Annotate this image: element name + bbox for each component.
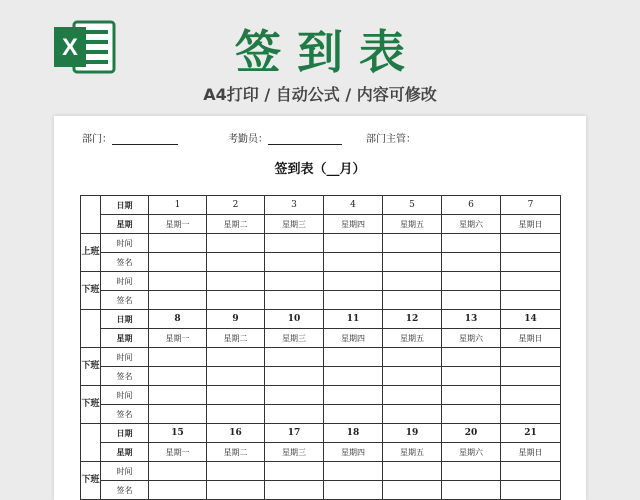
sign-row: [81, 481, 561, 500]
sign-input-cell[interactable]: [383, 481, 442, 500]
attendant-label: 考勤员：: [228, 134, 268, 145]
time-input-cell[interactable]: [207, 386, 265, 405]
sign-input-cell[interactable]: [501, 253, 561, 272]
section-label: 下班: [81, 386, 101, 424]
dept-field: [82, 130, 178, 145]
weekday-cell: 星期四: [324, 443, 383, 462]
time-input-cell[interactable]: [149, 348, 207, 367]
attendant-blank: [268, 133, 342, 145]
section-label: 下班: [81, 272, 101, 310]
section-label: 下班: [81, 348, 101, 386]
time-input-cell[interactable]: [149, 386, 207, 405]
weekday-cell: 星期五: [383, 443, 442, 462]
time-label: 时间: [101, 386, 149, 405]
sign-input-cell[interactable]: [265, 405, 324, 424]
weekday-cell: 星期日: [501, 329, 561, 348]
time-row: [81, 234, 561, 253]
sign-input-cell[interactable]: [442, 481, 501, 500]
time-input-cell[interactable]: [501, 386, 561, 405]
date-row: [81, 310, 561, 329]
weekday-label: 星期: [101, 443, 149, 462]
weekday-cell: 星期一: [149, 443, 207, 462]
time-input-cell[interactable]: [324, 234, 383, 253]
weekday-cell: 星期五: [383, 329, 442, 348]
time-row: [81, 386, 561, 405]
attendant-field: [228, 130, 342, 145]
section-blank: [81, 424, 101, 462]
date-row: [81, 196, 561, 215]
page-title: 签到表: [235, 25, 421, 79]
day-number: 6: [442, 196, 501, 215]
sign-input-cell[interactable]: [207, 405, 265, 424]
weekday-cell: 星期三: [265, 443, 324, 462]
weekday-cell: 星期二: [207, 215, 265, 234]
date-row: [81, 424, 561, 443]
weekday-label: 星期: [101, 329, 149, 348]
day-number: 17: [265, 424, 324, 443]
sign-input-cell[interactable]: [383, 405, 442, 424]
sign-input-cell[interactable]: [324, 291, 383, 310]
section-blank: [81, 196, 101, 234]
weekday-row: [81, 215, 561, 234]
sign-input-cell[interactable]: [324, 481, 383, 500]
sign-in-table: [80, 195, 561, 500]
sign-row: [81, 253, 561, 272]
time-input-cell[interactable]: [207, 272, 265, 291]
time-label: 时间: [101, 234, 149, 253]
time-input-cell[interactable]: [149, 234, 207, 253]
day-number: 18: [324, 424, 383, 443]
sign-row: [81, 405, 561, 424]
day-number: 8: [149, 310, 207, 329]
time-input-cell[interactable]: [149, 272, 207, 291]
time-input-cell[interactable]: [265, 386, 324, 405]
day-number: 15: [149, 424, 207, 443]
day-number: 7: [501, 196, 561, 215]
date-label: 日期: [101, 424, 149, 443]
date-label: 日期: [101, 310, 149, 329]
section-blank: [81, 310, 101, 348]
day-number: 10: [265, 310, 324, 329]
sheet-preview: [54, 116, 586, 500]
weekday-cell: 星期五: [383, 215, 442, 234]
sheet-title: 签到表（__月）: [274, 162, 366, 177]
sign-label: 签名: [101, 481, 149, 500]
page-subtitle: A4打印 / 自动公式 / 内容可修改: [203, 85, 437, 104]
day-number: 11: [324, 310, 383, 329]
time-input-cell[interactable]: [383, 348, 442, 367]
sign-input-cell[interactable]: [383, 291, 442, 310]
sign-input-cell[interactable]: [149, 367, 207, 386]
sign-input-cell[interactable]: [149, 405, 207, 424]
sign-input-cell[interactable]: [149, 253, 207, 272]
weekday-cell: 星期三: [265, 329, 324, 348]
sign-input-cell[interactable]: [207, 291, 265, 310]
weekday-row: [81, 443, 561, 462]
logo-letter: X: [61, 34, 79, 61]
sign-input-cell[interactable]: [265, 481, 324, 500]
time-input-cell[interactable]: [265, 348, 324, 367]
sign-label: 签名: [101, 253, 149, 272]
time-input-cell[interactable]: [149, 462, 207, 481]
sign-input-cell[interactable]: [442, 405, 501, 424]
time-input-cell[interactable]: [383, 462, 442, 481]
weekday-cell: 星期二: [207, 329, 265, 348]
time-input-cell[interactable]: [501, 462, 561, 481]
time-input-cell[interactable]: [265, 272, 324, 291]
time-input-cell[interactable]: [442, 462, 501, 481]
weekday-cell: 星期六: [442, 215, 501, 234]
sign-row: [81, 367, 561, 386]
sign-input-cell[interactable]: [149, 291, 207, 310]
weekday-cell: 星期三: [265, 215, 324, 234]
day-number: 1: [149, 196, 207, 215]
sign-input-cell[interactable]: [265, 253, 324, 272]
day-number: 21: [501, 424, 561, 443]
date-label: 日期: [101, 196, 149, 215]
time-input-cell[interactable]: [383, 234, 442, 253]
sign-input-cell[interactable]: [265, 291, 324, 310]
sign-input-cell[interactable]: [501, 481, 561, 500]
time-input-cell[interactable]: [383, 386, 442, 405]
sign-input-cell[interactable]: [207, 367, 265, 386]
weekday-cell: 星期四: [324, 329, 383, 348]
time-input-cell[interactable]: [324, 272, 383, 291]
time-input-cell[interactable]: [442, 386, 501, 405]
time-input-cell[interactable]: [501, 234, 561, 253]
day-number: 13: [442, 310, 501, 329]
sign-input-cell[interactable]: [324, 367, 383, 386]
day-number: 19: [383, 424, 442, 443]
sign-input-cell[interactable]: [383, 253, 442, 272]
section-label: 下班: [81, 462, 101, 500]
weekday-cell: 星期日: [501, 215, 561, 234]
sign-input-cell[interactable]: [149, 481, 207, 500]
time-input-cell[interactable]: [207, 234, 265, 253]
sign-input-cell[interactable]: [324, 405, 383, 424]
weekday-cell: 星期六: [442, 443, 501, 462]
sign-row: [81, 291, 561, 310]
weekday-cell: 星期二: [207, 443, 265, 462]
time-input-cell[interactable]: [207, 462, 265, 481]
day-number: 2: [207, 196, 265, 215]
sign-input-cell[interactable]: [442, 367, 501, 386]
sign-label: 签名: [101, 367, 149, 386]
time-label: 时间: [101, 348, 149, 367]
sign-input-cell[interactable]: [501, 367, 561, 386]
day-number: 16: [207, 424, 265, 443]
time-input-cell[interactable]: [442, 348, 501, 367]
manager-field: [366, 130, 416, 145]
time-input-cell[interactable]: [265, 462, 324, 481]
sign-input-cell[interactable]: [324, 253, 383, 272]
sign-input-cell[interactable]: [207, 253, 265, 272]
sign-label: 签名: [101, 405, 149, 424]
day-number: 20: [442, 424, 501, 443]
weekday-cell: 星期四: [324, 215, 383, 234]
time-row: [81, 462, 561, 481]
sign-input-cell[interactable]: [207, 481, 265, 500]
time-input-cell[interactable]: [383, 272, 442, 291]
sign-input-cell[interactable]: [383, 367, 442, 386]
banner: [0, 0, 640, 112]
time-input-cell[interactable]: [442, 234, 501, 253]
day-number: 5: [383, 196, 442, 215]
sign-input-cell[interactable]: [265, 367, 324, 386]
section-label: 上班: [81, 234, 101, 272]
manager-label: 部门主管：: [366, 134, 416, 145]
sign-input-cell[interactable]: [501, 405, 561, 424]
time-input-cell[interactable]: [324, 348, 383, 367]
day-number: 12: [383, 310, 442, 329]
time-input-cell[interactable]: [501, 272, 561, 291]
day-number: 3: [265, 196, 324, 215]
day-number: 9: [207, 310, 265, 329]
time-input-cell[interactable]: [265, 234, 324, 253]
dept-label: 部门：: [82, 134, 112, 145]
time-input-cell[interactable]: [501, 348, 561, 367]
day-number: 14: [501, 310, 561, 329]
time-input-cell[interactable]: [207, 348, 265, 367]
weekday-cell: 星期一: [149, 329, 207, 348]
time-row: [81, 348, 561, 367]
weekday-label: 星期: [101, 215, 149, 234]
sign-input-cell[interactable]: [442, 291, 501, 310]
dept-blank: [112, 133, 178, 145]
weekday-cell: 星期六: [442, 329, 501, 348]
time-row: [81, 272, 561, 291]
weekday-row: [81, 329, 561, 348]
time-input-cell[interactable]: [442, 272, 501, 291]
sign-input-cell[interactable]: [501, 291, 561, 310]
weekday-cell: 星期日: [501, 443, 561, 462]
sign-label: 签名: [101, 291, 149, 310]
weekday-cell: 星期一: [149, 215, 207, 234]
time-label: 时间: [101, 272, 149, 291]
time-input-cell[interactable]: [324, 462, 383, 481]
day-number: 4: [324, 196, 383, 215]
sign-input-cell[interactable]: [442, 253, 501, 272]
time-input-cell[interactable]: [324, 386, 383, 405]
time-label: 时间: [101, 462, 149, 481]
